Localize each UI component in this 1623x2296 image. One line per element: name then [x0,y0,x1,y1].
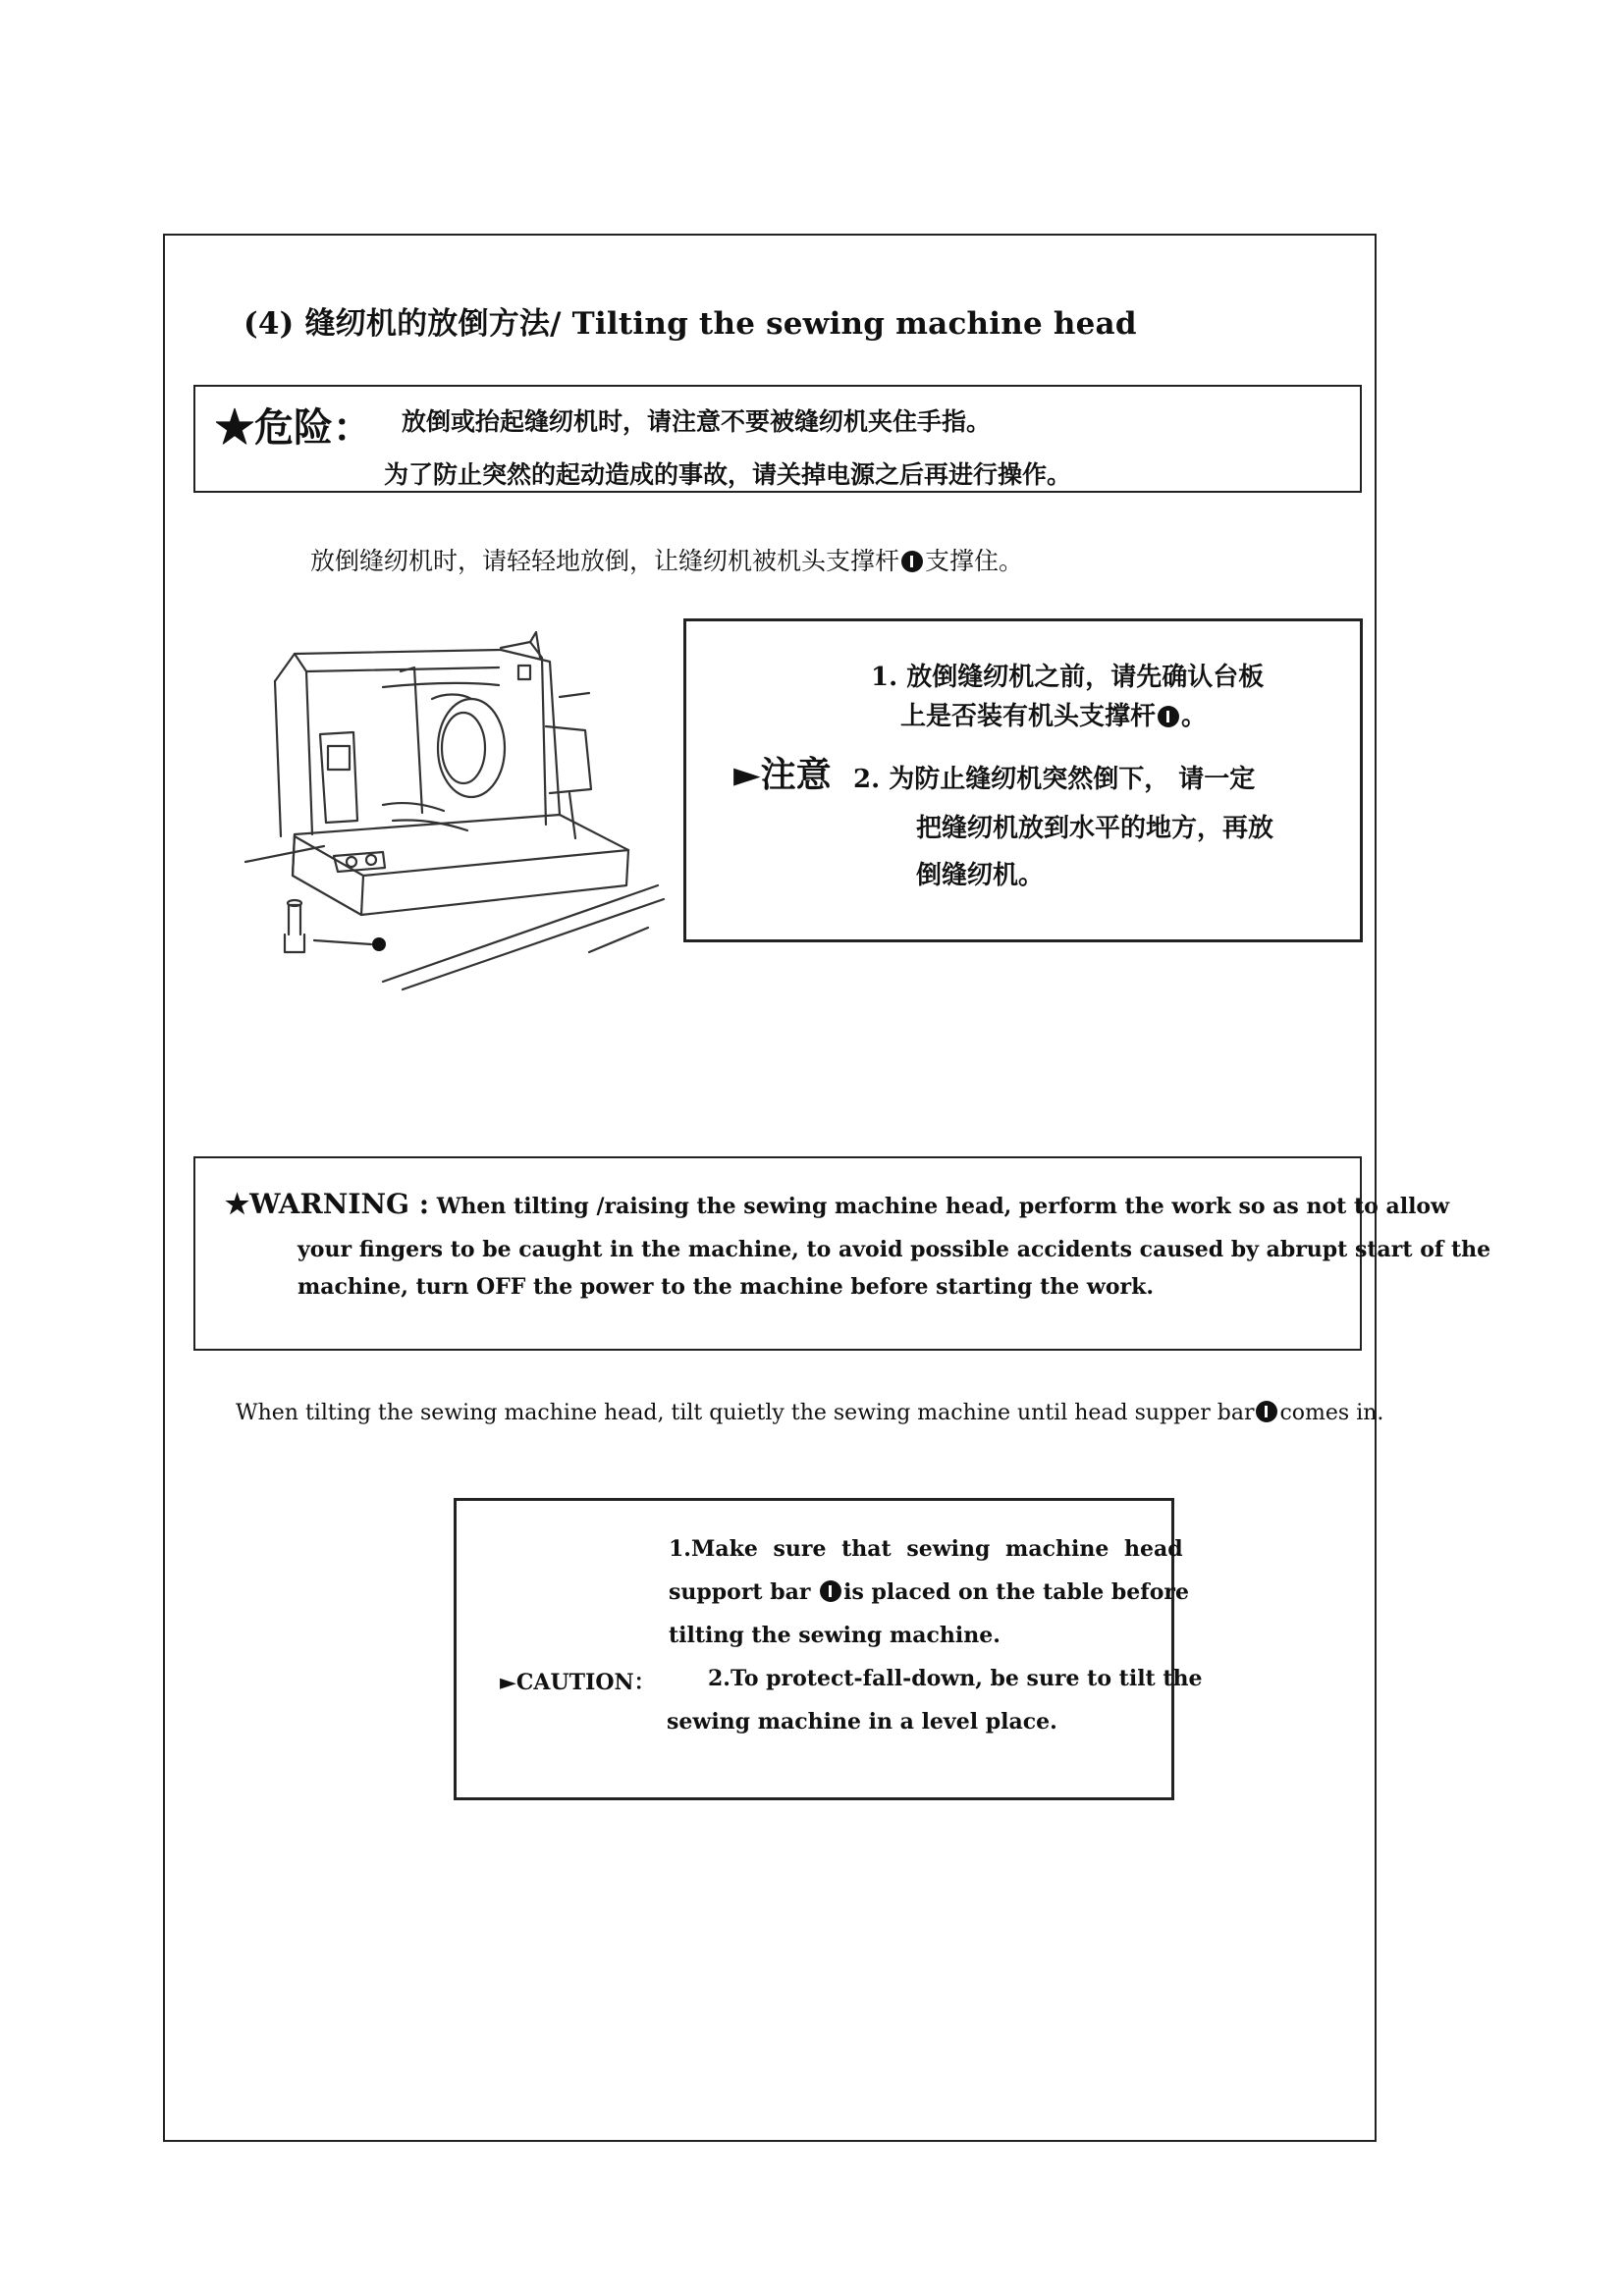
en-instruction [236,1401,1383,1425]
circled-number-1-icon [1256,1401,1277,1422]
section-title: (4) 缝纫机的放倒方法/ Tilting the sewing machine head [243,306,1137,342]
caution-label: ►CAUTION： [500,1670,656,1695]
danger-line-2: 为了防止突然的起动造成的事故，请关掉电源之后再进行操作。 [384,460,1072,489]
caution-line-3: tilting the sewing machine. [669,1623,1001,1648]
danger-label: ★危险： [215,404,372,451]
note-cn-item-1-text: 上是否装有机头支撑杆 [900,702,1157,731]
warning-line-3: machine, turn OFF the power to the machine before starting the work. [298,1274,1154,1300]
note-cn-box [683,618,1363,942]
en-instruction-text-before: When tilting the sewing machine head, tilt quietly the sewing machine until head supper bar [236,1401,1255,1425]
warning-label: ★WARNING : [225,1188,430,1220]
caution-line-1: 1.Make sure that sewing machine head [669,1536,1183,1562]
sewing-machine-illustration [236,628,668,991]
cn-instruction-text-before: 放倒缝纫机时，请轻轻地放倒，让缝纫机被机头支撑杆 [310,547,900,575]
cn-instruction [310,542,1023,577]
caution-line-5: sewing machine in a level place. [667,1709,1057,1735]
warning-line-1 [225,1188,1449,1220]
note-cn-item-2-line-1: 2. 为防止缝纫机突然倒下， 请一定 [853,765,1256,794]
caution-line-2-before: support bar [669,1579,819,1605]
note-cn-item-1-line-1: 1. 放倒缝纫机之前，请先确认台板 [871,663,1265,692]
circled-number-1-icon [1158,706,1179,727]
caution-line-4: 2.To protect-fall-down, be sure to tilt the [708,1666,1203,1691]
note-cn-item-2-line-2: 把缝纫机放到水平的地方，再放 [916,814,1274,843]
note-cn-item-1-end: 。 [1181,702,1208,731]
danger-line-1: 放倒或抬起缝纫机时，请注意不要被缝纫机夹住手指。 [402,407,992,436]
note-cn-label: ►注意 [733,754,832,795]
cn-instruction-text-after: 支撑住。 [925,547,1024,575]
note-cn-item-2-line-3: 倒缝纫机。 [916,861,1045,890]
note-cn-item-1-line-2 [900,696,1207,732]
warning-box [193,1156,1491,1351]
danger-box [193,385,1362,493]
en-instruction-text-after: comes in. [1279,1401,1384,1425]
warning-line-2: your fingers to be caught in the machine, to avoid possible accidents caused by abrupt start of the [298,1237,1491,1262]
caution-line-2 [669,1579,1189,1605]
circled-number-1-icon [901,551,923,572]
caution-line-2-after: is placed on the table before [843,1579,1190,1605]
warning-line-1-text: When tilting /raising the sewing machine head, perform the work so as not to allow [429,1194,1450,1219]
caution-box [454,1498,1203,1800]
circled-number-1-icon [820,1580,841,1602]
